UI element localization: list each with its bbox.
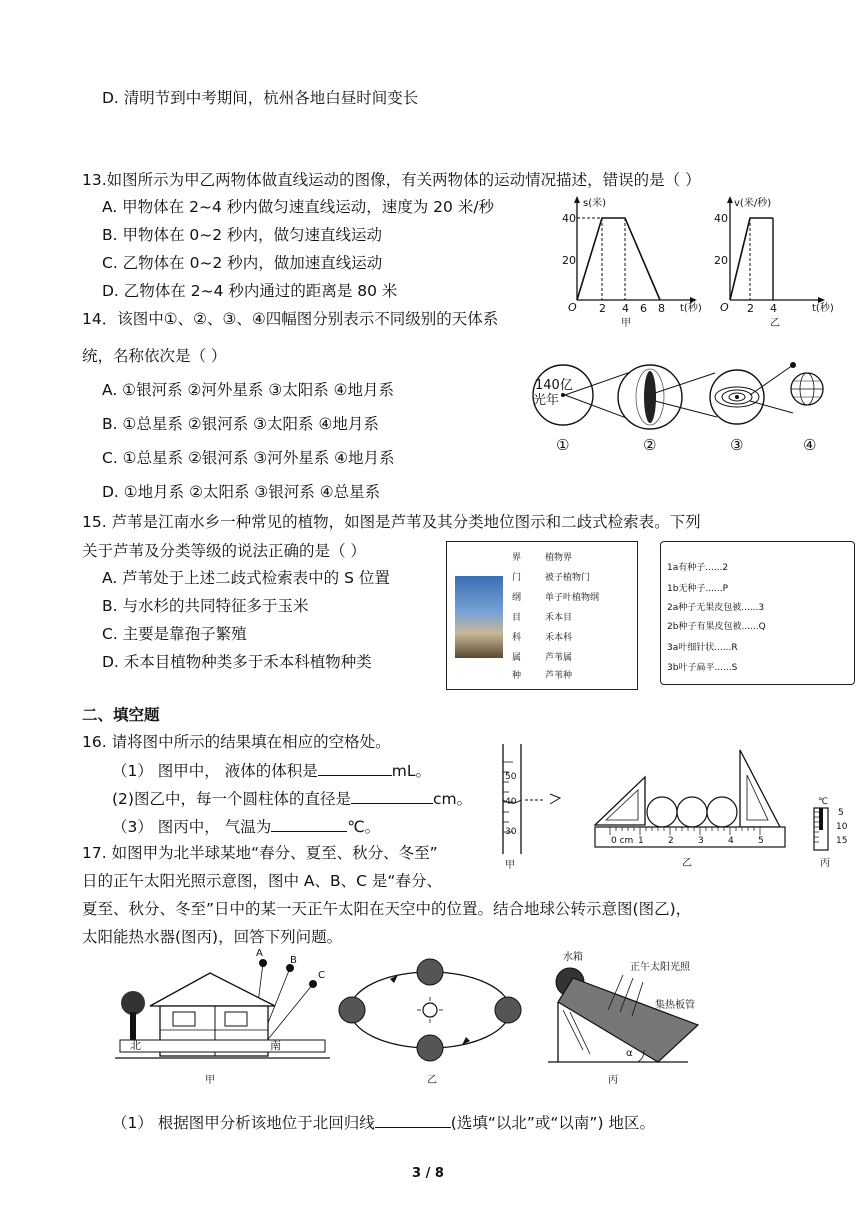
- heater-angle-label: α: [626, 1048, 633, 1059]
- house-caption: 甲: [205, 1075, 215, 1086]
- q13-jia-xtick-8: 8: [658, 302, 665, 315]
- tax-name-1: 被子植物门: [545, 573, 591, 583]
- q13-jia-origin: O: [568, 301, 577, 314]
- q13-option-c: C. 乙物体在 0~2 秒内，做加速直线运动: [102, 254, 383, 272]
- q17-orbit-figure: [330, 955, 530, 1070]
- tax-rank-5: 属: [512, 653, 522, 663]
- q13-option-a: A. 甲物体在 2~4 秒内做匀速直线运动，速度为 20 米/秒: [102, 198, 495, 216]
- q16-stem: 16. 请将图中所示的结果填在相应的空格处。: [82, 733, 391, 751]
- q14-num-3: ③: [730, 436, 744, 454]
- q13-stem: 13.如图所示为甲乙两物体做直线运动的图像，有关两物体的运动情况描述，错误的是（ ）: [82, 171, 701, 189]
- reed-photo: [455, 576, 503, 658]
- q17-house-figure: [115, 948, 335, 1073]
- q15-option-c: C. 主要是靠孢子繁殖: [102, 625, 247, 643]
- key-line-0: 1a有种子......2: [667, 563, 729, 573]
- thermo-unit: ℃: [818, 797, 829, 807]
- key-line-4: 3a叶细针状......R: [667, 643, 738, 653]
- q13-graph-yi: [708, 195, 848, 335]
- thermo-caption: 丙: [820, 858, 830, 869]
- q13-option-b: B. 甲物体在 0~2 秒内，做匀速直线运动: [102, 226, 383, 244]
- q15-stem-1: 15. 芦苇是江南水乡一种常见的植物，如图是芦苇及其分类地位图示和二歧式检索表。下列: [82, 513, 701, 531]
- cyl-tick-50: 50: [505, 772, 517, 782]
- thermo-tick-10: 10: [836, 822, 848, 832]
- q16-item3: （3） 图丙中， 气温为 ℃。: [112, 818, 381, 836]
- q14-option-a: A. ①银河系 ②河外星系 ③太阳系 ④地月系: [102, 381, 395, 399]
- q13-yi-ytick-40: 40: [714, 212, 728, 225]
- q13-jia-caption: 甲: [621, 318, 631, 329]
- q13-yi-origin: O: [720, 301, 729, 314]
- q14-label-2: 光年: [533, 393, 560, 408]
- house-south: 南: [270, 1039, 281, 1052]
- q14-label-1: 140亿: [535, 378, 573, 393]
- q14-stem-2: 统，名称依次是（ ）: [82, 347, 227, 365]
- tax-rank-1: 门: [512, 573, 522, 583]
- q14-option-d: D. ①地月系 ②太阳系 ③银河系 ④总星系: [102, 483, 381, 501]
- q16-item2: (2)图乙中，每一个圆柱体的直径是 cm。: [112, 790, 473, 808]
- ruler-tick-2: 2: [668, 836, 674, 846]
- q17-line-4: 太阳能热水器(图丙)，回答下列问题。: [82, 928, 343, 946]
- tax-name-0: 植物界: [545, 553, 573, 563]
- q15-option-d: D. 禾本目植物种类多于禾本科植物种类: [102, 653, 372, 671]
- ruler-tick-3: 3: [698, 836, 704, 846]
- ruler-tick-4: 4: [728, 836, 734, 846]
- heater-rays-label: 正午太阳光照: [630, 962, 690, 973]
- tax-rank-0: 界: [512, 553, 522, 563]
- tax-rank-6: 种: [512, 671, 522, 681]
- tax-name-3: 禾本目: [545, 613, 573, 623]
- q15-option-b: B. 与水杉的共同特征多于玉米: [102, 597, 309, 615]
- q13-jia-xtick-4: 4: [622, 302, 629, 315]
- q13-jia-xtick-6: 6: [640, 302, 647, 315]
- q16-blank-2[interactable]: [351, 788, 433, 804]
- tax-name-5: 芦苇属: [545, 653, 573, 663]
- q13-yi-xlabel: t(秒): [812, 303, 834, 314]
- q14-num-2: ②: [643, 436, 657, 454]
- page-number: 3 / 8: [412, 1166, 444, 1181]
- cyl-tick-40: 40: [505, 797, 517, 807]
- q14-option-b: B. ①总星系 ②银河系 ③太阳系 ④地月系: [102, 415, 379, 433]
- q14-stem-1: 14．该图中①、②、③、④四幅图分别表示不同级别的天体系: [82, 310, 499, 328]
- ruler-tick-5: 5: [758, 836, 764, 846]
- cyl-tick-30: 30: [505, 827, 517, 837]
- heater-collector-label: 集热板管: [655, 1000, 695, 1011]
- tax-name-2: 单子叶植物纲: [545, 593, 600, 603]
- heater-caption: 丙: [608, 1075, 618, 1086]
- tax-rank-4: 科: [512, 633, 522, 643]
- ruler-caption: 乙: [682, 858, 692, 869]
- heater-tank-label: 水箱: [563, 952, 583, 963]
- section-title-fill-blank: 二、填空题: [82, 706, 160, 724]
- key-line-1: 1b无种子......P: [667, 584, 729, 594]
- q17-line-1: 17. 如图甲为北半球某地“春分、夏至、秋分、冬至”: [82, 844, 438, 862]
- q13-yi-xtick-4: 4: [770, 302, 777, 315]
- ruler-unit: 0 cm: [611, 836, 634, 846]
- q16-blank-3[interactable]: [271, 816, 347, 832]
- q13-jia-ytick-40: 40: [562, 212, 576, 225]
- q14-num-4: ④: [803, 436, 817, 454]
- q13-jia-ytick-20: 20: [562, 254, 576, 267]
- key-line-2: 2a种子无果皮包被......3: [667, 603, 765, 613]
- q16-item1: （1） 图甲中， 液体的体积是 mL。: [112, 762, 431, 780]
- tax-name-4: 禾本科: [545, 633, 573, 643]
- ruler-tick-1: 1: [638, 836, 644, 846]
- q13-yi-xtick-2: 2: [747, 302, 754, 315]
- q13-yi-caption: 乙: [770, 318, 780, 329]
- sun-label-a: A: [256, 948, 263, 959]
- q13-jia-ylabel: s(米): [583, 198, 607, 209]
- tax-name-6: 芦苇种: [545, 671, 573, 681]
- thermo-tick-5: 5: [838, 808, 844, 818]
- q15-option-a: A. 芦苇处于上述二歧式检索表中的 S 位置: [102, 569, 390, 587]
- q14-galaxy-figure: [525, 355, 855, 435]
- key-line-5: 3b叶子扁平......S: [667, 663, 738, 673]
- q17-blank-1[interactable]: [375, 1112, 451, 1128]
- option-d-prev: D. 清明节到中考期间，杭州各地白昼时间变长: [102, 89, 419, 107]
- q17-line-2: 日的正午太阳光照示意图，图中 A、B、C 是“春分、: [82, 872, 442, 890]
- q14-num-1: ①: [556, 436, 570, 454]
- cyl-caption: 甲: [505, 860, 515, 871]
- q13-jia-xtick-2: 2: [599, 302, 606, 315]
- q13-yi-ytick-20: 20: [714, 254, 728, 267]
- q16-thermometer: [808, 800, 838, 855]
- sun-label-c: C: [318, 970, 325, 981]
- q15-stem-2: 关于芦苇及分类等级的说法正确的是（ ）: [82, 542, 366, 560]
- q17-sub1: （1） 根据图甲分析该地位于北回归线 (选填“以北”或“以南”) 地区。: [112, 1114, 655, 1132]
- q17-line-3: 夏至、秋分、冬至”日中的某一天正午太阳在天空中的位置。结合地球公转示意图(图乙)，: [82, 900, 692, 918]
- q13-yi-ylabel: v(米/秒): [734, 198, 772, 209]
- sun-label-b: B: [290, 955, 297, 966]
- q14-option-c: C. ①总星系 ②银河系 ③河外星系 ④地月系: [102, 449, 395, 467]
- q13-option-d: D. 乙物体在 2~4 秒内通过的距离是 80 米: [102, 282, 398, 300]
- q16-blank-1[interactable]: [318, 760, 392, 776]
- house-north: 北: [130, 1039, 141, 1052]
- q13-jia-xlabel: t(秒): [680, 303, 702, 314]
- tax-rank-2: 纲: [512, 593, 522, 603]
- thermo-tick-15: 15: [836, 836, 848, 846]
- key-line-3: 2b种子有果皮包被......Q: [667, 622, 766, 632]
- tax-rank-3: 目: [512, 613, 522, 623]
- orbit-caption: 乙: [427, 1075, 437, 1086]
